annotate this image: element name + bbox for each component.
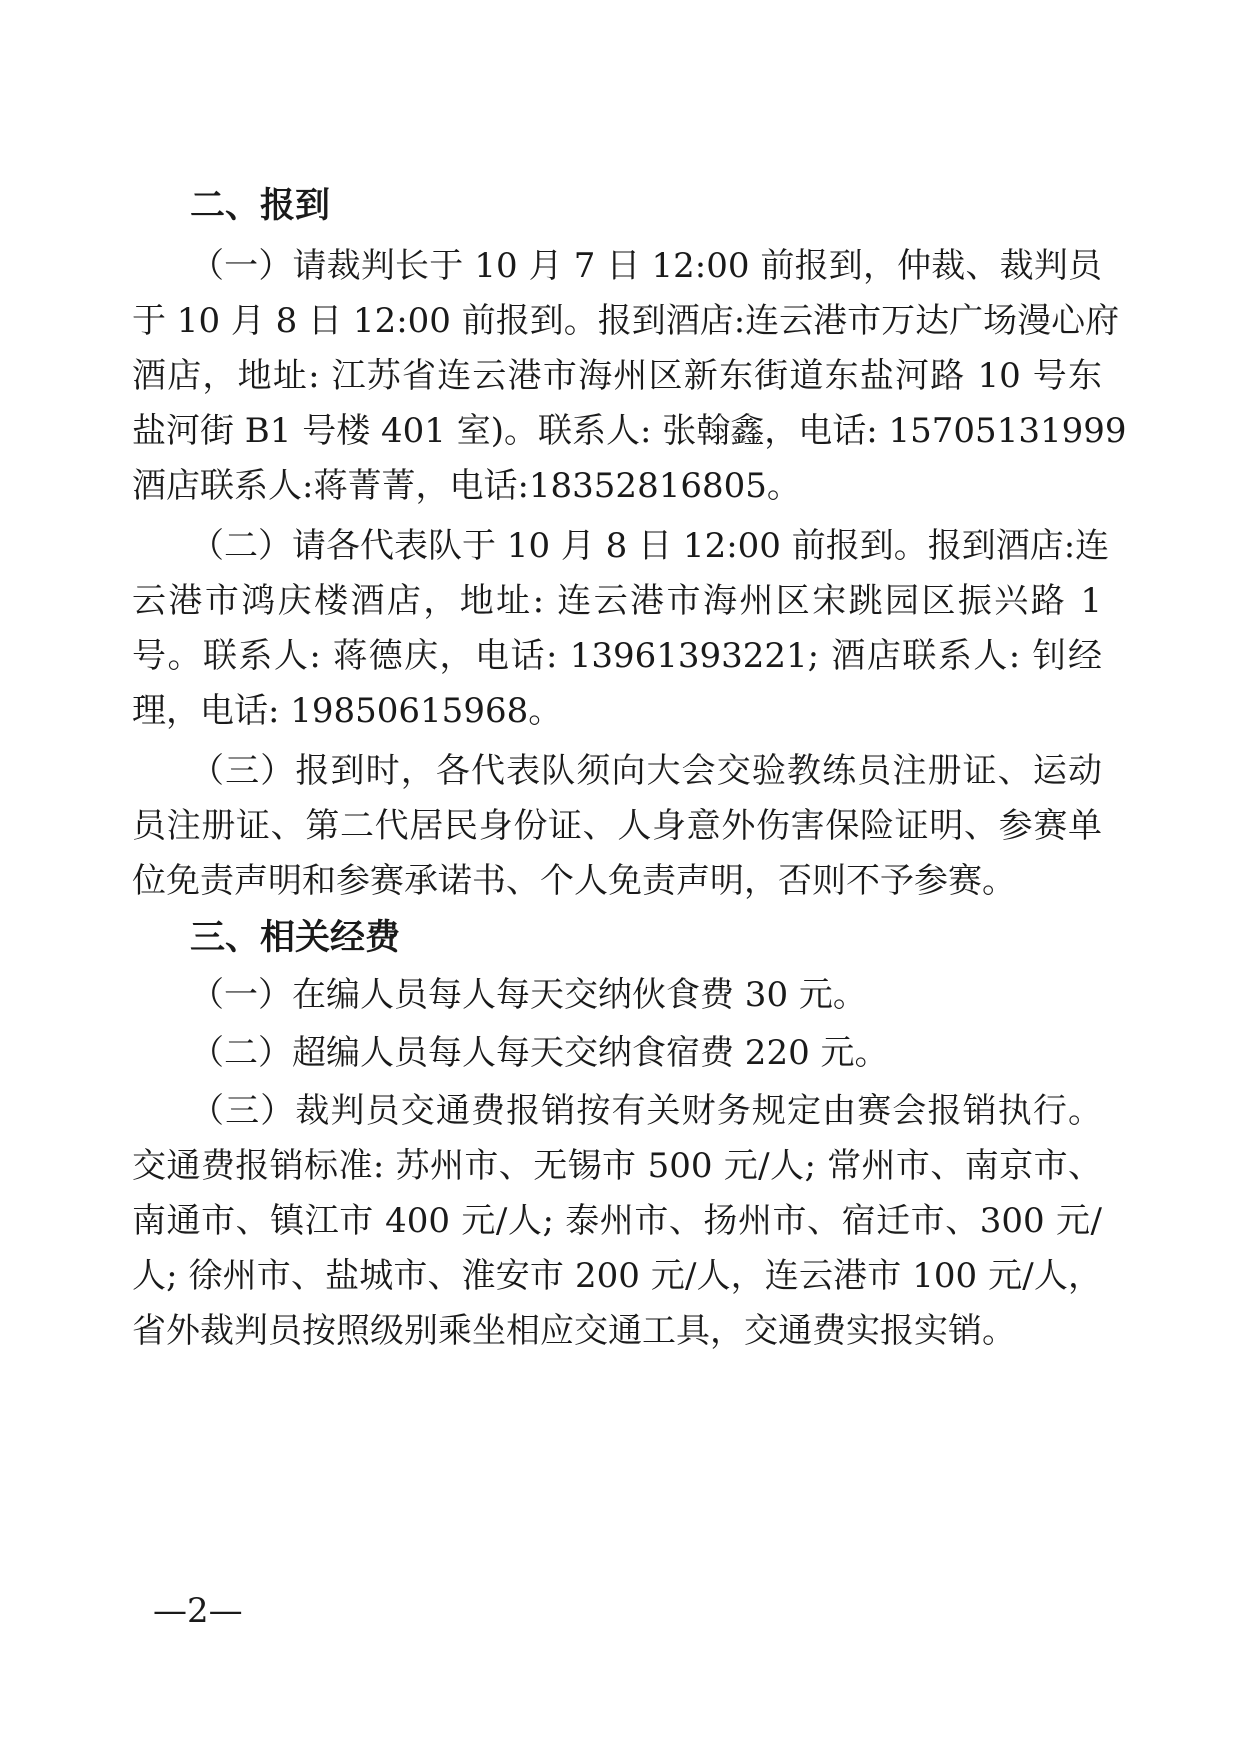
paragraph-line: （一）在编人员每人每天交纳伙食费 30 元。 <box>190 975 867 1015</box>
paragraph-line: 云港市鸿庆楼酒店，地址: 连云港市海州区宋跳园区振兴路 1 <box>132 581 1102 621</box>
paragraph-line: （三）裁判员交通费报销按有关财务规定由赛会报销执行。 <box>190 1091 1102 1131</box>
paragraph-line: 酒店联系人:蒋菁菁，电话:18352816805。 <box>132 466 801 506</box>
paragraph-line: （三）报到时，各代表队须向大会交验教练员注册证、运动 <box>190 751 1102 791</box>
paragraph-line: 人; 徐州市、盐城市、淮安市 200 元/人，连云港市 100 元/人， <box>132 1256 1102 1296</box>
page-number: —2— <box>153 1591 243 1631</box>
paragraph-line: 盐河街 B1 号楼 401 室)。联系人: 张翰鑫，电话: 15705131999 <box>132 411 1127 451</box>
paragraph-line: 理，电话: 19850615968。 <box>132 691 563 731</box>
paragraph-line: （一）请裁判长于 10 月 7 日 12:00 前报到，仲裁、裁判员 <box>190 246 1102 286</box>
section-heading-expenses: 三、相关经费 <box>190 918 401 958</box>
paragraph-line: 酒店，地址: 江苏省连云港市海州区新东街道东盐河路 10 号东 <box>132 356 1102 396</box>
section-heading-registration: 二、报到 <box>190 186 331 226</box>
paragraph-line: （二）请各代表队于 10 月 8 日 12:00 前报到。报到酒店:连 <box>190 526 1110 566</box>
paragraph-line: 交通费报销标准: 苏州市、无锡市 500 元/人; 常州市、南京市、 <box>132 1146 1102 1186</box>
paragraph-line: 于 10 月 8 日 12:00 前报到。报到酒店:连云港市万达广场漫心府 <box>132 301 1120 341</box>
paragraph-line: 位免责声明和参赛承诺书、个人免责声明，否则不予参赛。 <box>132 861 1016 901</box>
paragraph-line: 南通市、镇江市 400 元/人; 泰州市、扬州市、宿迁市、300 元/ <box>132 1201 1102 1241</box>
paragraph-line: 省外裁判员按照级别乘坐相应交通工具，交通费实报实销。 <box>132 1311 1016 1351</box>
paragraph-line: 员注册证、第二代居民身份证、人身意外伤害保险证明、参赛单 <box>132 806 1102 846</box>
paragraph-line: （二）超编人员每人每天交纳食宿费 220 元。 <box>190 1033 889 1073</box>
paragraph-line: 号。联系人: 蒋德庆，电话: 13961393221; 酒店联系人: 钊经 <box>132 636 1102 676</box>
